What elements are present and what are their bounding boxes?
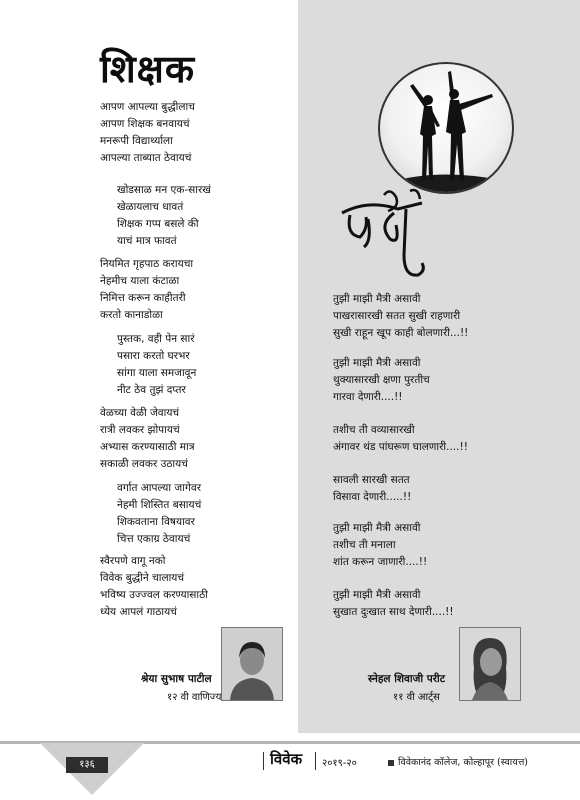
right-stanza-2 [333, 355, 430, 406]
footer-college-name: विवेकानंद कॉलेज, कोल्हापूर (स्वायत्त) [398, 757, 528, 768]
author-photo-snehal [459, 627, 521, 701]
poem-line: करतो कानाडोळा [100, 309, 163, 321]
poem-line: तुझी माझी मैत्री असावी [333, 589, 421, 601]
poem-line: रात्री लवकर झोपायचं [100, 424, 180, 436]
left-stanza-7 [100, 553, 208, 621]
right-stanza-5 [333, 520, 427, 571]
poem-line: मनरूपी विद्यार्थ्याला [100, 135, 173, 147]
left-stanza-4 [117, 331, 196, 399]
poem-line: निमित्त करून काहीतरी [100, 292, 186, 304]
poem-line: ध्येय आपलं गाठायचं [100, 606, 177, 618]
poem-line: वेळच्या वेळी जेवायचं [100, 407, 180, 419]
right-stanza-1 [333, 291, 468, 342]
poem-line: सकाळी लवकर उठायचं [100, 458, 188, 470]
poem-line: स्वैरपणे वागू नको [100, 555, 166, 567]
poem-line: भविष्य उज्ज्वल करण्यासाठी [100, 589, 208, 601]
poem-line: आपण आपल्या बुद्धीलाच [100, 101, 195, 113]
footer-college [388, 755, 528, 768]
poem-line: सावली सारखी सतत [333, 474, 410, 486]
poem-line: थुक्यासारखी क्षणा पुरतीच [333, 374, 430, 386]
author-class-left: १२ वी वाणिज्य [167, 692, 222, 703]
poem-line: चित्त एकाग्र ठेवायचं [117, 533, 191, 545]
poem-line: खेळायलाच धावतं [117, 201, 184, 213]
poem-line: आपल्या ताब्यात ठेवायचं [100, 152, 192, 164]
poem-line: विसावा देणारी.....!! [333, 491, 412, 503]
poem-line: नियमित गृहपाठ करायचा [100, 258, 194, 270]
right-stanza-6 [333, 587, 454, 621]
poem-line: सांगा याला समजावून [117, 367, 197, 379]
poem-line: पाखरासारखी सतत सुखी राहणारी [333, 310, 461, 322]
poem-line: नेहमी शिस्तित बसायचं [117, 499, 202, 511]
author-photo-shreya [221, 627, 283, 701]
author-name-right: स्नेहल शिवाजी परीट [368, 673, 446, 685]
poem-line: आपण शिक्षक बनवायचं [100, 118, 190, 130]
poem-line: सुखात दुःखात साथ देणारी....!! [333, 606, 454, 618]
poem-line: तुझी माझी मैत्री असावी [333, 357, 421, 369]
square-bullet-icon [388, 760, 394, 766]
left-stanza-5 [100, 405, 195, 473]
poem-line: विवेक बुद्धीने चालायचं [100, 572, 185, 584]
poem-line: तशीच ती मनाला [333, 539, 396, 551]
left-stanza-2 [117, 182, 211, 250]
poem-line: सुखी राहून खूप काही बोलणारी...!! [333, 327, 469, 339]
right-stanza-4 [333, 472, 411, 506]
left-stanza-3 [100, 256, 193, 324]
left-stanza-1 [100, 99, 195, 167]
poem-line: नीट ठेव तुझं दप्तर [117, 384, 186, 396]
footer-separator [315, 752, 316, 770]
poem-line: गारवा देणारी....!! [333, 391, 403, 403]
poem-line: अंगावर थंड पांघरूण घालणारी....!! [333, 441, 468, 453]
maitri-calligraphy-title [338, 185, 428, 285]
footer-separator [263, 752, 264, 770]
poem-line: शिकवताना विषयावर [117, 516, 195, 528]
left-stanza-6 [117, 480, 201, 548]
page-number: १३६ [66, 757, 108, 773]
poem-line: पुस्तक, वही पेन सारं [117, 333, 195, 345]
poem-line: तुझी माझी मैत्री असावी [333, 293, 421, 305]
poem-line: अभ्यास करण्यासाठी मात्र [100, 441, 195, 453]
poem-line: पसारा करतो घरभर [117, 350, 190, 362]
poem-line: खोडसाळ मन एक-सारखं [117, 184, 211, 196]
poem-line: शिक्षक गप्प बसले की [117, 218, 199, 230]
poem-line: तशीच ती वव्यासारखी [333, 424, 415, 436]
footer-brand: विवेक [270, 750, 303, 768]
author-class-right: ११ वी आर्ट्स [393, 692, 440, 703]
poem-line: वर्गात आपल्या जागेवर [117, 482, 201, 494]
friendship-silhouette-image [378, 62, 514, 194]
right-stanza-3 [333, 422, 468, 456]
poem-line: तुझी माझी मैत्री असावी [333, 522, 421, 534]
poem-title-shikshak: शिक्षक [100, 47, 196, 91]
footer-year: २०१९-२० [322, 758, 357, 769]
author-name-left: श्रेया सुभाष पाटील [141, 673, 212, 685]
poem-line: याचं मात्र फावतं [117, 235, 177, 247]
poem-line: शांत करून जाणारी....!! [333, 556, 428, 568]
poem-line: नेहमीच याला कंटाळा [100, 275, 180, 287]
